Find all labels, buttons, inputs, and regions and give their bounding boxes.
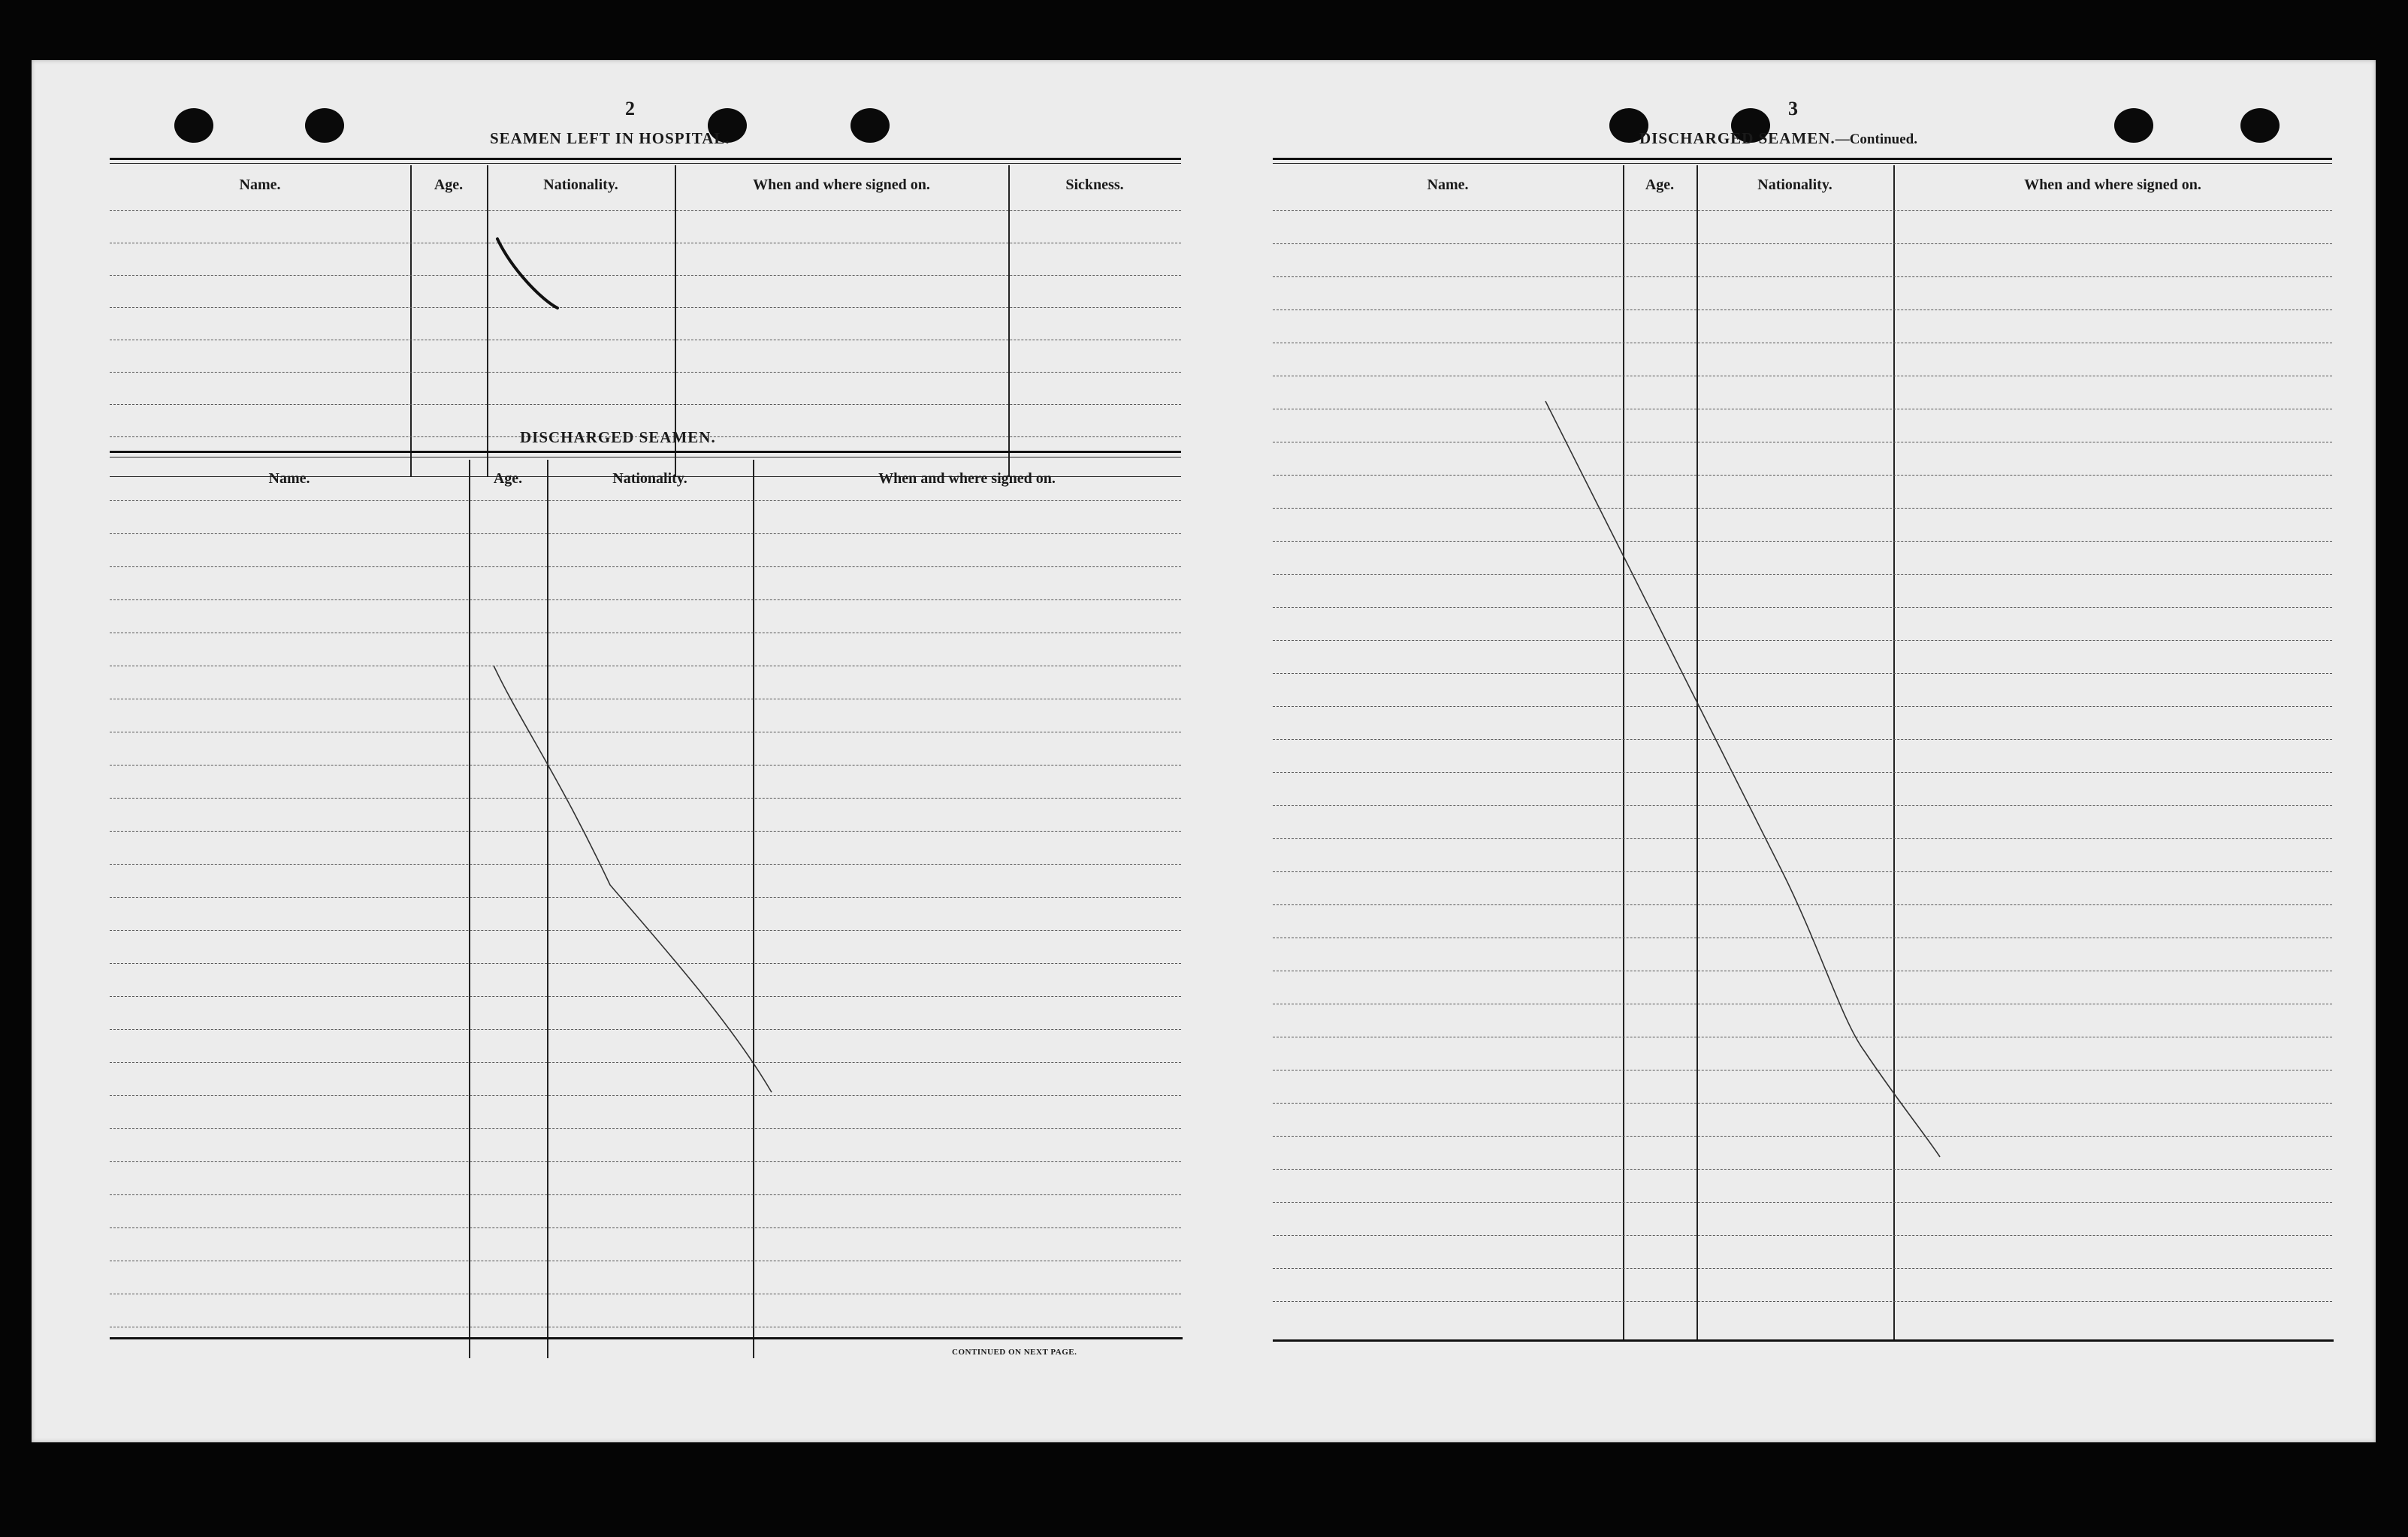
continued-footer: CONTINUED ON NEXT PAGE. [952, 1348, 1077, 1357]
discharged-col-name-header: Name. [268, 470, 310, 487]
hospital-col-age-header: Age. [434, 177, 464, 193]
pen-strike-marks [32, 60, 2376, 1442]
hospital-col-sickness-header: Sickness. [1065, 177, 1124, 193]
title-main: DISCHARGED SEAMEN. [1639, 129, 1835, 147]
discharged-col-nationality-header: Nationality. [612, 470, 687, 487]
page-number: 3 [1788, 98, 1798, 119]
right-col-name-header: Name. [1427, 177, 1469, 193]
right-col-signed-on-header: When and where signed on. [2024, 177, 2201, 193]
discharged-col-signed-on-header: When and where signed on. [878, 470, 1056, 487]
hospital-section-title: SEAMEN LEFT IN HOSPITAL. [490, 129, 730, 147]
right-col-age-header: Age. [1645, 177, 1675, 193]
pen-mark [1545, 401, 1940, 1157]
hospital-col-signed-on-header: When and where signed on. [753, 177, 930, 193]
ledger-sheet [32, 60, 2376, 1442]
page-number: 2 [625, 98, 635, 119]
discharged-section-title: DISCHARGED SEAMEN. [520, 428, 716, 446]
pen-mark [494, 666, 772, 1092]
hospital-col-name-header: Name. [239, 177, 281, 193]
title-continued: —Continued. [1835, 131, 1917, 147]
discharged-col-age-header: Age. [493, 470, 523, 487]
pen-mark [497, 239, 557, 308]
hospital-col-nationality-header: Nationality. [543, 177, 618, 193]
right-col-nationality-header: Nationality. [1757, 177, 1832, 193]
